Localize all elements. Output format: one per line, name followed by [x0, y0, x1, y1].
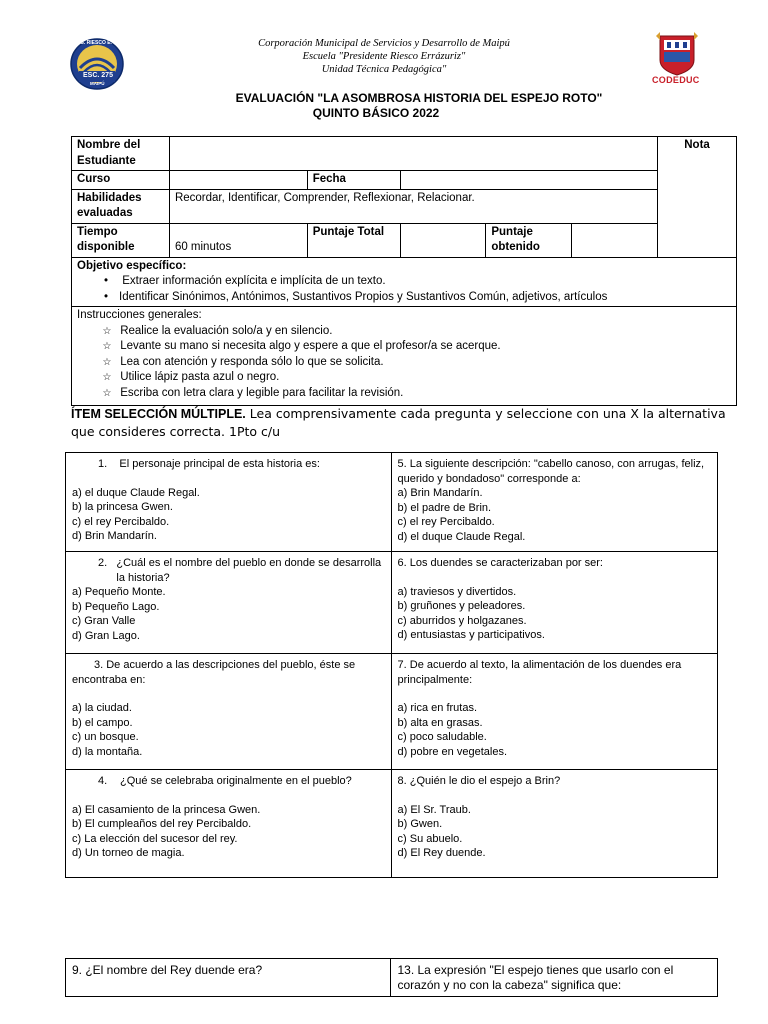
list-item: • Extraer información explícita e implícita de un texto. [77, 274, 731, 290]
habilidades-label: Habilidades evaluadas [72, 189, 170, 223]
option-b[interactable]: b) el campo. [72, 716, 133, 729]
curso-field[interactable] [169, 171, 307, 190]
option-d[interactable]: d) la montaña. [72, 745, 143, 758]
header-line-1: Corporación Municipal de Servicios y Desarrollo de Maipú [258, 38, 510, 49]
instrucciones-label: Instrucciones generales: [77, 309, 202, 321]
questions-table [65, 452, 718, 878]
option-c[interactable]: c) un bosque. [72, 731, 139, 744]
questions-table-2 [65, 958, 718, 997]
option-b[interactable]: b) el padre de Brin. [397, 501, 492, 514]
option-d[interactable]: d) Brin Mandarín. [72, 530, 157, 543]
option-c[interactable]: c) poco saludable. [397, 731, 487, 744]
list-item: ☆ Lea con atención y responda sólo lo que se solicita. [77, 355, 731, 371]
logo-sub-text: MAIPÚ [90, 81, 105, 86]
star-icon: ☆ [102, 356, 112, 368]
bullet-icon: • [103, 290, 109, 303]
curso-label: Curso [72, 171, 170, 190]
item-heading: ÍTEM SELECCIÓN MÚLTIPLE. [71, 407, 246, 421]
question-7: 7. De acuerdo al texto, la alimentación de los duendes era principalmente: a) rica en frutas. b) alta en grasas. c) poco saludable. d) pobre en vegetales. [391, 654, 717, 770]
question-5: 5. La siguiente descripción: "cabello canoso, con arrugas, feliz, querido y bondadoso" corresponde a: a) Brin Mandarín. b) el padre de Brin. c) el rey Percibaldo. d) el duque Claude Regal. [391, 453, 717, 552]
option-a[interactable]: a) traviesos y divertidos. [397, 585, 517, 598]
question-3: 3. De acuerdo a las descripciones del pueblo, éste se encontraba en: a) la ciudad. b) el campo. c) un bosque. d) la montaña. [66, 654, 392, 770]
option-c[interactable]: c) aburridos y holgazanes. [397, 614, 527, 627]
question-13: 13. La expresión "El espejo tienes que usarlo con el corazón y no con la cabeza" significa que: [391, 959, 718, 997]
student-info-table [71, 136, 737, 406]
exam-subtitle: QUINTO BÁSICO 2022 [312, 106, 440, 120]
option-b[interactable]: b) El cumpleaños del rey Percibaldo. [72, 818, 252, 831]
star-icon: ☆ [102, 325, 112, 337]
option-b[interactable]: b) la princesa Gwen. [72, 501, 173, 514]
question-6: 6. Los duendes se caracterizaban por ser: a) traviesos y divertidos. b) gruñones y peleadores. c) aburridos y holgazanes. d) entusiastas y participativos. [391, 552, 717, 654]
puntaje-total-field[interactable] [400, 223, 486, 257]
option-d[interactable]: d) Un torneo de magia. [72, 847, 185, 860]
option-a[interactable]: a) rica en frutas. [397, 702, 478, 715]
habilidades-value: Recordar, Identificar, Comprender, Reflexionar, Relacionar. [169, 189, 657, 223]
puntaje-total-label: Puntaje Total [307, 223, 400, 257]
list-item: ☆ Levante su mano si necesita algo y espere a que el profesor/a se acerque. [77, 339, 731, 355]
option-a[interactable]: a) Pequeño Monte. [72, 586, 166, 599]
list-item: ☆ Utilice lápiz pasta azul o negro. [77, 370, 731, 386]
option-b[interactable]: b) alta en grasas. [397, 716, 483, 729]
codeduc-text: CODEDUC [652, 75, 700, 85]
option-c[interactable]: c) el rey Percibaldo. [72, 515, 170, 528]
option-a[interactable]: a) El casamiento de la princesa Gwen. [72, 803, 261, 816]
list-item: ☆ Realice la evaluación solo/a y en silencio. [77, 324, 731, 340]
option-d[interactable]: d) entusiastas y participativos. [397, 629, 545, 642]
option-b[interactable]: b) Gwen. [397, 818, 443, 831]
star-icon: ☆ [102, 372, 112, 383]
item-text: Lea comprensivamente cada pregunta y seleccione con una X la alternativa que consideres correcta. 1Pto c/u [71, 406, 726, 439]
option-b[interactable]: b) gruñones y peleadores. [397, 600, 526, 613]
list-item: ☆ Escriba con letra clara y legible para facilitar la revisión. [77, 386, 731, 402]
tiempo-label: Tiempo disponible [72, 223, 170, 257]
question-1: 1. El personaje principal de esta historia es: a) el duque Claude Regal. b) la princesa Gwen. c) el rey Percibaldo. d) Brin Mandarín. [66, 453, 392, 552]
star-icon: ☆ [102, 387, 112, 399]
option-c[interactable]: c) Su abuelo. [397, 832, 463, 845]
objetivo-label: Objetivo específico: [77, 259, 187, 272]
option-d[interactable]: d) el duque Claude Regal. [397, 530, 526, 543]
option-c[interactable]: c) el rey Percibaldo. [397, 516, 495, 529]
tiempo-value: 60 minutos [169, 223, 307, 257]
nombre-field[interactable] [169, 137, 657, 171]
item-instruction [71, 405, 741, 440]
exam-title: EVALUACIÓN "LA ASOMBROSA HISTORIA DEL ESPEJO ROTO" [235, 91, 603, 105]
option-a[interactable]: a) El Sr. Traub. [397, 803, 471, 816]
option-a[interactable]: a) Brin Mandarín. [397, 487, 483, 500]
nombre-label: Nombre del Estudiante [72, 137, 170, 171]
puntaje-obtenido-label: Puntaje obtenido [486, 223, 572, 257]
option-c[interactable]: c) Gran Valle [72, 615, 136, 628]
logo-top-text: G. RIESCO E. [80, 40, 112, 46]
option-c[interactable]: c) La elección del sucesor del rey. [72, 832, 238, 845]
instrucciones-cell [72, 307, 737, 406]
option-d[interactable]: d) Gran Lago. [72, 629, 140, 642]
fecha-label: Fecha [307, 171, 400, 190]
question-4: 4. ¿Qué se celebraba originalmente en el pueblo? a) El casamiento de la princesa Gwen. b) El cumpleaños del rey Percibaldo. c) La elección del sucesor del rey. d) Un torneo de magia. [66, 770, 392, 878]
option-d[interactable]: d) pobre en vegetales. [397, 745, 507, 758]
objetivo-list [77, 274, 731, 305]
list-item: • Identificar Sinónimos, Antónimos, Sustantivos Propios y Sustantivos Común, adjetivos, artículos [77, 290, 731, 306]
header-line-2: Escuela "Presidente Riesco Errázuriz" [302, 51, 466, 62]
fecha-field[interactable] [400, 171, 657, 190]
nota-label: Nota [658, 137, 737, 258]
bullet-icon: • [103, 275, 109, 287]
objetivo-cell [72, 257, 737, 307]
instrucciones-list [77, 324, 731, 402]
question-9: 9. ¿El nombre del Rey duende era? [66, 959, 391, 997]
question-8: 8. ¿Quién le dio el espejo a Brin? a) El Sr. Traub. b) Gwen. c) Su abuelo. d) El Rey duende. [391, 770, 717, 878]
option-b[interactable]: b) Pequeño Lago. [72, 600, 160, 613]
option-d[interactable]: d) El Rey duende. [397, 847, 486, 860]
option-a[interactable]: a) el duque Claude Regal. [72, 486, 200, 499]
question-2: 2. ¿Cuál es el nombre del pueblo en donde se desarrolla la historia? a) Pequeño Monte. b) Pequeño Lago. c) Gran Valle d) Gran Lago. [66, 552, 392, 654]
header-line-3: Unidad Técnica Pedagógica" [321, 64, 447, 75]
logo-bottom-text: ESC. 275 [83, 72, 113, 79]
puntaje-obtenido-field[interactable] [572, 223, 658, 257]
option-a[interactable]: a) la ciudad. [72, 702, 132, 715]
star-icon: ☆ [102, 341, 112, 352]
